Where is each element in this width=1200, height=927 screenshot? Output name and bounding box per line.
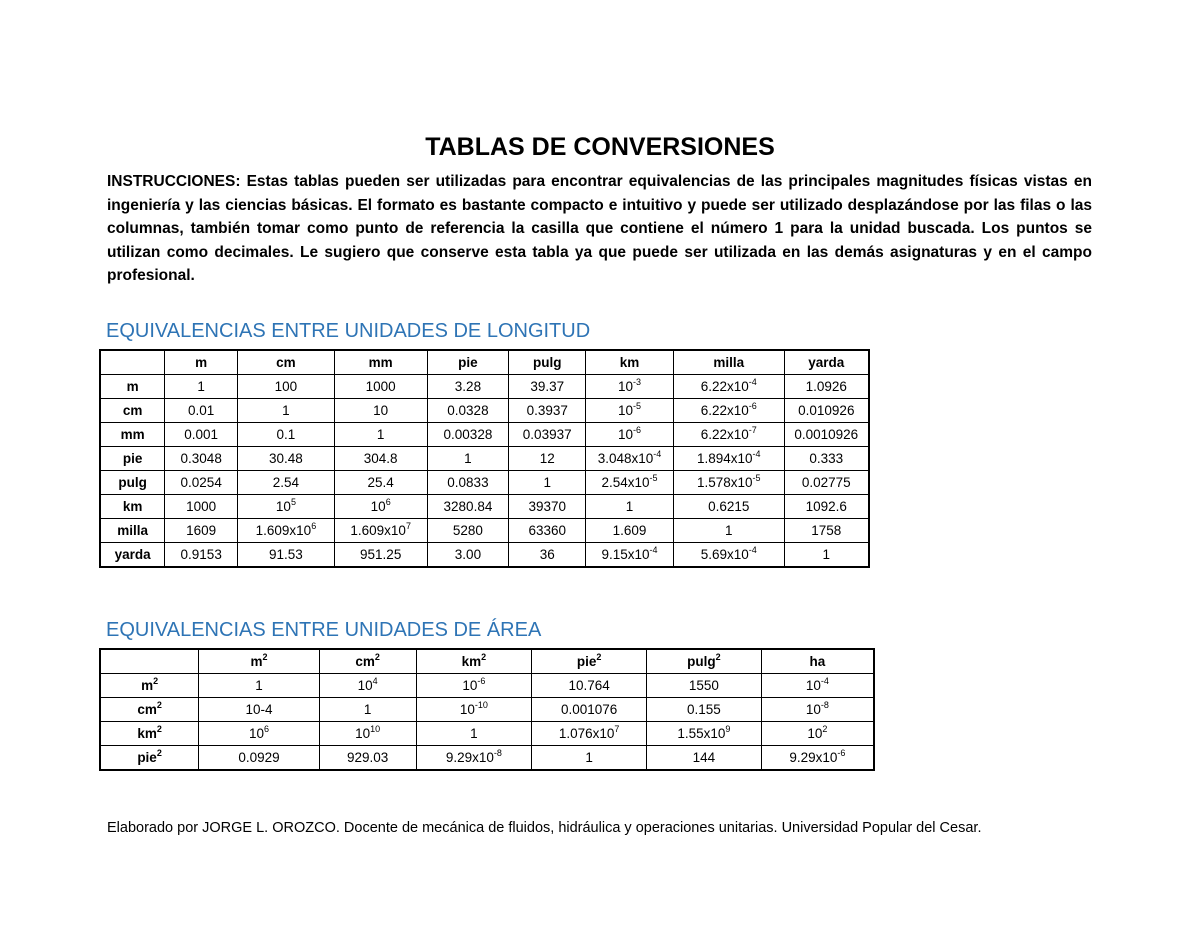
cell-value: 1.894x10 (696, 451, 753, 466)
column-header: m (165, 350, 238, 375)
cell-value: 10 (805, 678, 821, 693)
cell-value: 3280.84 (443, 499, 493, 514)
table-cell (761, 722, 874, 746)
cell-value: m (250, 654, 263, 669)
table-cell (165, 375, 238, 399)
cell-exponent: -7 (748, 425, 757, 435)
cell-value: 1.076x10 (558, 726, 615, 741)
row-header: cm (100, 399, 165, 423)
cell-value: 25.4 (367, 475, 394, 490)
table-cell (319, 746, 416, 771)
row-header (100, 746, 199, 771)
cell-value: 91.53 (269, 547, 303, 562)
table-cell (509, 519, 586, 543)
cell-exponent: 6 (263, 724, 269, 734)
table-cell (427, 543, 509, 568)
cell-value: 6.22x10 (700, 379, 749, 394)
cell-value: 63360 (528, 523, 566, 538)
column-header: yarda (784, 350, 869, 375)
table-cell (586, 447, 674, 471)
cell-value: 1092.6 (805, 499, 847, 514)
table-cell (319, 674, 416, 698)
table-cell (532, 674, 647, 698)
cell-value: m (141, 678, 154, 693)
cell-value: 30.48 (269, 451, 303, 466)
table-cell (334, 375, 427, 399)
cell-value: 951.25 (360, 547, 402, 562)
cell-value: 1.609x10 (255, 523, 312, 538)
cell-value: 36 (539, 547, 555, 562)
table-cell (532, 698, 647, 722)
row-header (100, 698, 199, 722)
cell-value: 10 (462, 678, 478, 693)
cell-value: 10 (357, 678, 373, 693)
table-cell (165, 399, 238, 423)
length-conversion-table (99, 349, 870, 568)
cell-value: km (137, 726, 157, 741)
area-conversion-table (99, 648, 875, 771)
table-row (100, 447, 869, 471)
cell-value: 2.54 (272, 475, 300, 490)
cell-value: 0.155 (686, 702, 721, 717)
cell-value: 0.1 (276, 427, 296, 442)
table-cell (509, 447, 586, 471)
cell-value: 9.15x10 (601, 547, 650, 562)
cell-value: 1.609x10 (350, 523, 406, 538)
cell-value: 10-4 (245, 702, 273, 717)
cell-value: 1 (470, 726, 478, 741)
cell-value: 0.0010926 (794, 427, 859, 442)
cell-exponent: 2 (481, 652, 487, 662)
cell-value: pulg (687, 654, 716, 669)
cell-value: 3.28 (454, 379, 482, 394)
cell-exponent: 2 (822, 724, 828, 734)
table-cell (673, 375, 784, 399)
cell-value: 1 (197, 379, 205, 394)
cell-value: 0.9153 (180, 547, 222, 562)
cell-value: 1 (625, 499, 634, 514)
table-row (100, 375, 869, 399)
page-title: TABLAS DE CONVERSIONES (425, 133, 775, 161)
table-cell (586, 543, 674, 568)
cell-value: 3.00 (454, 547, 482, 562)
table-cell (673, 519, 784, 543)
table-cell (334, 519, 427, 543)
cell-exponent: -6 (633, 425, 642, 435)
cell-value: 39.37 (530, 379, 565, 394)
cell-value: 1550 (688, 678, 719, 693)
table-cell (673, 495, 784, 519)
table-cell (784, 375, 869, 399)
table-cell (416, 722, 532, 746)
table-cell (673, 447, 784, 471)
cell-value: 10 (248, 726, 264, 741)
cell-exponent: -3 (633, 377, 642, 387)
row-header: pulg (100, 471, 165, 495)
table-cell (165, 447, 238, 471)
table-cell (646, 746, 761, 771)
column-header: pulg (509, 350, 586, 375)
cell-value: 10 (807, 726, 823, 741)
cell-exponent: 2 (153, 676, 159, 686)
cell-value: 10 (618, 427, 634, 442)
cell-value: 1 (464, 451, 472, 466)
cell-exponent: 2 (374, 652, 380, 662)
cell-value: 0.02775 (801, 475, 851, 490)
cell-value: 1 (585, 750, 593, 765)
table-row (100, 746, 874, 771)
column-header (646, 649, 761, 674)
cell-value: 1 (543, 475, 551, 490)
row-header: mm (100, 423, 165, 447)
cell-value: 0.6215 (708, 499, 750, 514)
cell-exponent: 10 (370, 724, 381, 734)
table-cell (427, 471, 509, 495)
cell-value: 9.29x10 (445, 750, 494, 765)
cell-value: 1.609 (612, 523, 647, 538)
cell-value: 0.03937 (522, 427, 572, 442)
row-header (100, 722, 199, 746)
cell-exponent: 2 (156, 748, 162, 758)
cell-value: 1 (725, 523, 733, 538)
table-cell (646, 674, 761, 698)
table-cell (199, 698, 320, 722)
table-cell (416, 698, 532, 722)
table-row (100, 543, 869, 568)
cell-exponent: 2 (156, 724, 162, 734)
table-cell (165, 495, 238, 519)
cell-value: 1 (363, 702, 372, 717)
table-cell (165, 471, 238, 495)
length-section-heading: EQUIVALENCIAS ENTRE UNIDADES DE LONGITUD (106, 320, 591, 342)
table-cell (673, 399, 784, 423)
cell-value: 1000 (365, 379, 396, 394)
table-cell (509, 471, 586, 495)
cell-exponent: 9 (725, 724, 731, 734)
cell-value: 0.333 (809, 451, 844, 466)
table-cell (761, 674, 874, 698)
column-header (416, 649, 532, 674)
cell-value: 10 (459, 702, 475, 717)
table-cell (784, 495, 869, 519)
table-row (100, 698, 874, 722)
table-cell (238, 543, 335, 568)
cell-value: 0.00328 (443, 427, 493, 442)
table-cell (586, 375, 674, 399)
table-row (100, 423, 869, 447)
cell-value: 10 (275, 499, 291, 514)
table-cell (199, 674, 320, 698)
cell-value: 10 (355, 726, 371, 741)
table-cell (673, 471, 784, 495)
instructions-paragraph (107, 170, 1092, 288)
table-cell (761, 698, 874, 722)
table-cell (509, 495, 586, 519)
cell-value: 0.0254 (180, 475, 222, 490)
cell-exponent: 2 (156, 700, 162, 710)
cell-value: 929.03 (347, 750, 389, 765)
cell-exponent: 5 (290, 497, 296, 507)
cell-exponent: -4 (752, 449, 761, 459)
cell-value: 304.8 (363, 451, 398, 466)
table-row (100, 674, 874, 698)
cell-value: 0.010926 (798, 403, 855, 418)
table-cell (427, 447, 509, 471)
table-cell (319, 698, 416, 722)
column-header: cm (238, 350, 335, 375)
column-header: km (586, 350, 674, 375)
cell-value: cm (355, 654, 375, 669)
cell-exponent: -4 (653, 449, 662, 459)
cell-value: 1 (255, 678, 263, 693)
cell-value: 144 (692, 750, 716, 765)
table-cell (334, 543, 427, 568)
table-cell (416, 674, 532, 698)
column-header: pie (427, 350, 509, 375)
table-cell (238, 399, 335, 423)
cell-value: 6.22x10 (700, 403, 749, 418)
cell-value: 3.048x10 (597, 451, 654, 466)
table-cell (238, 375, 335, 399)
cell-value: 0.0328 (447, 403, 489, 418)
cell-value: 39370 (528, 499, 566, 514)
table-cell (586, 423, 674, 447)
row-header (100, 674, 199, 698)
cell-value: 10 (370, 499, 386, 514)
table-cell (334, 399, 427, 423)
table-row (100, 495, 869, 519)
cell-exponent: -5 (633, 401, 642, 411)
table-row (100, 399, 869, 423)
cell-value: 10 (373, 403, 389, 418)
table-cell (646, 722, 761, 746)
cell-exponent: -4 (649, 545, 658, 555)
area-section-heading: EQUIVALENCIAS ENTRE UNIDADES DE ÁREA (106, 619, 542, 641)
cell-exponent: -4 (820, 676, 829, 686)
footer-credit: Elaborado por JORGE L. OROZCO. Docente de mecánica de fluidos, hidráulica y operaciones unitarias. Universidad Popular del Cesar. (107, 820, 982, 836)
cell-value: 0.01 (188, 403, 215, 418)
cell-value: 0.001 (184, 427, 219, 442)
table-cell (416, 746, 532, 771)
table-cell (334, 423, 427, 447)
row-header: milla (100, 519, 165, 543)
table-cell (238, 471, 335, 495)
table-cell (586, 519, 674, 543)
table-cell (238, 495, 335, 519)
table-cell (165, 519, 238, 543)
cell-value: 0.3937 (526, 403, 568, 418)
cell-exponent: -8 (493, 748, 502, 758)
cell-value: 1000 (186, 499, 217, 514)
header-row (100, 649, 874, 674)
header-row (100, 350, 869, 375)
cell-exponent: 7 (405, 521, 411, 531)
table-cell (199, 722, 320, 746)
cell-value: ha (809, 654, 826, 669)
corner-cell (100, 649, 199, 674)
column-header: milla (673, 350, 784, 375)
cell-value: pie (576, 654, 597, 669)
table-cell (586, 495, 674, 519)
cell-value: km (461, 654, 482, 669)
cell-value: 1.0926 (805, 379, 847, 394)
table-cell (586, 471, 674, 495)
instructions-lead: INSTRUCCIONES: (107, 173, 241, 190)
cell-exponent: -5 (649, 473, 658, 483)
cell-value: 0.001076 (560, 702, 618, 717)
cell-value: 5.69x10 (700, 547, 749, 562)
table-cell (532, 722, 647, 746)
table-cell (427, 519, 509, 543)
instructions-text: Estas tablas pueden ser utilizadas para encontrar equivalencias de las principales magnitudes físicas vistas en ingeniería y las ciencias básicas. El formato es bastante compacto e intuitivo y puede ser utilizado desplazándose por las filas o las columnas, también tomar como punto de referencia la casilla que contiene el número 1 para la unidad buscada. Los puntos se utilizan como decimales. Le sugiero que conserve esta tabla ya que puede ser utilizada en las demás asignaturas y en el campo profesional. (107, 173, 1092, 284)
corner-cell (100, 350, 165, 375)
cell-exponent: -4 (748, 545, 757, 555)
table-cell (646, 698, 761, 722)
column-header (319, 649, 416, 674)
column-header (199, 649, 320, 674)
cell-value: 0.3048 (180, 451, 222, 466)
cell-exponent: 6 (311, 521, 317, 531)
row-header: yarda (100, 543, 165, 568)
table-cell (673, 543, 784, 568)
cell-exponent: 4 (372, 676, 378, 686)
cell-value: 1.55x10 (677, 726, 726, 741)
table-cell (238, 447, 335, 471)
cell-exponent: 7 (614, 724, 620, 734)
cell-value: cm (137, 702, 157, 717)
cell-exponent: -5 (752, 473, 761, 483)
cell-exponent: 2 (262, 652, 268, 662)
table-cell (509, 423, 586, 447)
cell-exponent: -4 (748, 377, 757, 387)
table-cell (427, 423, 509, 447)
table-cell (586, 399, 674, 423)
table-row (100, 722, 874, 746)
cell-value: 1 (376, 427, 385, 442)
cell-value: 2.54x10 (601, 475, 650, 490)
cell-value: 10.764 (568, 678, 610, 693)
table-cell (784, 423, 869, 447)
cell-value: 1609 (186, 523, 217, 538)
table-cell (427, 399, 509, 423)
table-cell (238, 423, 335, 447)
table-cell (319, 722, 416, 746)
table-cell (509, 375, 586, 399)
table-cell (532, 746, 647, 771)
cell-value: 1.578x10 (696, 475, 753, 490)
cell-exponent: -6 (477, 676, 486, 686)
table-cell (165, 543, 238, 568)
table-cell (238, 519, 335, 543)
cell-exponent: 2 (715, 652, 721, 662)
table-cell (673, 423, 784, 447)
table-cell (199, 746, 320, 771)
cell-value: 9.29x10 (789, 750, 838, 765)
table-row (100, 519, 869, 543)
cell-value: 10 (805, 702, 821, 717)
table-cell (784, 519, 869, 543)
cell-value: 0.0833 (447, 475, 489, 490)
cell-exponent: -6 (748, 401, 757, 411)
cell-value: 100 (274, 379, 298, 394)
table-cell (334, 495, 427, 519)
table-cell (509, 543, 586, 568)
cell-exponent: 6 (385, 497, 391, 507)
column-header (532, 649, 647, 674)
table-cell (784, 471, 869, 495)
cell-value: 10 (618, 403, 634, 418)
cell-value: 1 (822, 547, 831, 562)
table-cell (784, 447, 869, 471)
table-row (100, 471, 869, 495)
table-cell (427, 375, 509, 399)
cell-value: 0.0929 (238, 750, 280, 765)
table-cell (427, 495, 509, 519)
table-cell (784, 399, 869, 423)
cell-value: 1758 (811, 523, 842, 538)
table-cell (509, 399, 586, 423)
row-header: m (100, 375, 165, 399)
column-header: mm (334, 350, 427, 375)
cell-exponent: -6 (837, 748, 846, 758)
column-header (761, 649, 874, 674)
cell-value: pie (137, 750, 157, 765)
cell-value: 10 (618, 379, 634, 394)
table-cell (334, 471, 427, 495)
row-header: km (100, 495, 165, 519)
cell-exponent: 2 (596, 652, 602, 662)
table-cell (761, 746, 874, 771)
cell-value: 5280 (452, 523, 483, 538)
cell-value: 1 (282, 403, 290, 418)
cell-value: 12 (539, 451, 555, 466)
cell-exponent: -10 (474, 700, 488, 710)
cell-exponent: -8 (820, 700, 829, 710)
row-header: pie (100, 447, 165, 471)
table-cell (784, 543, 869, 568)
cell-value: 6.22x10 (700, 427, 749, 442)
table-cell (165, 423, 238, 447)
table-cell (334, 447, 427, 471)
